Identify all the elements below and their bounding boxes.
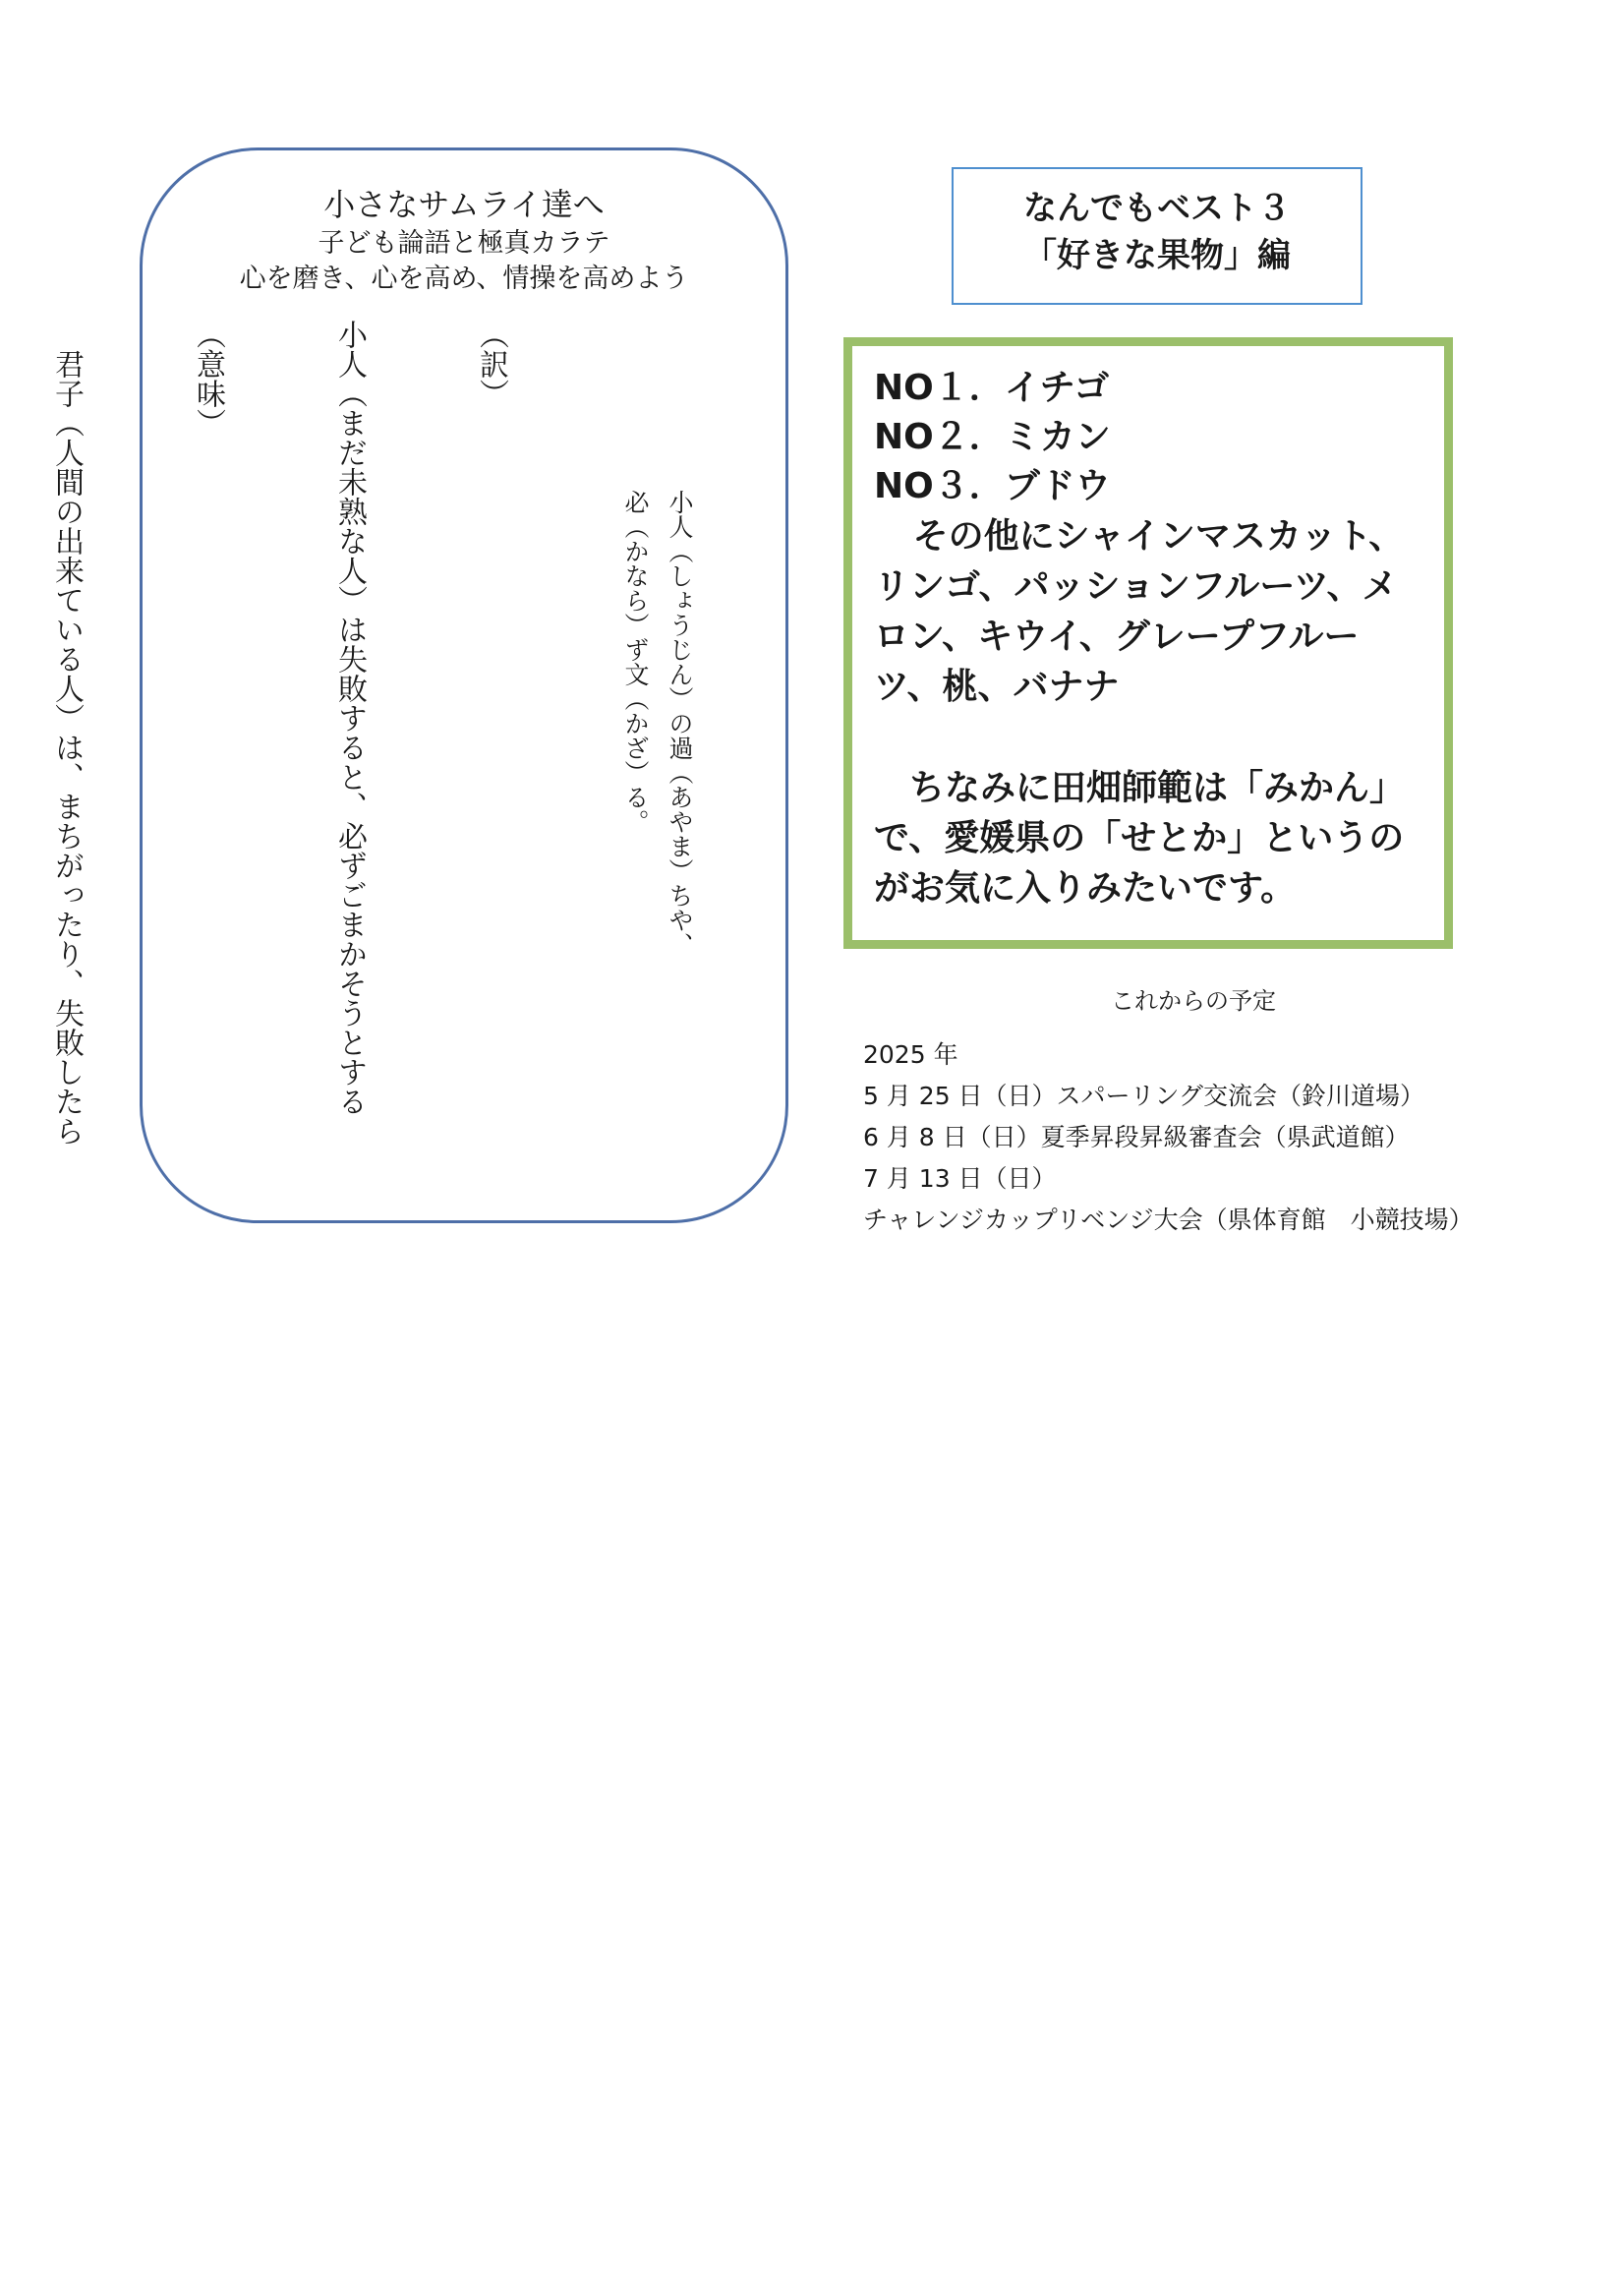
analects-card	[49, 147, 788, 1223]
best3-heading	[952, 167, 1362, 305]
other-fruits: その他にシャインマスカット、リンゴ、パッションフルーツ、メロン、キウイ、グレープフルーツ、桃、バナナ	[874, 516, 1405, 707]
rank-2: NO２．ミカン	[874, 417, 1111, 457]
card-subtitle: 子ども論語と極真カラテ	[318, 228, 610, 259]
translation-text: 小人（まだ未熟な人）は失敗すると、必ずごまかそうとする	[332, 320, 367, 1116]
fruit-ranking-box	[843, 337, 1453, 949]
rank-1: NO１．イチゴ	[874, 368, 1110, 408]
heading-line-2: 「好きな果物」編	[1023, 236, 1291, 275]
card-tagline: 心を磨き、心を高め、情操を高めよう	[239, 264, 689, 294]
schedule-list	[863, 1034, 1474, 1241]
classical-text: 小人（しょうじん）の過（あやま）ちや、 必（かなら）ず文（かざ）る。	[621, 490, 694, 957]
heading-line-1: なんでもベスト３	[1023, 189, 1291, 228]
schedule-item: 6 月 8 日（日）夏季昇段昇級審査会（県武道館）	[863, 1123, 1410, 1151]
schedule-item: 7 月 13 日（日）	[863, 1164, 1057, 1193]
instructor-note: ちなみに田畑師範は「みかん」で、愛媛県の「せとか」というのがお気に入りみたいです。	[874, 768, 1406, 909]
spacer	[874, 712, 1422, 763]
schedule-title: これからの予定	[1111, 987, 1276, 1015]
meaning-label: （意味）	[191, 320, 225, 438]
schedule-item: チャレンジカップリベンジ大会（県体育館 小競技場）	[863, 1206, 1474, 1234]
explanation-block	[0, 320, 609, 1185]
schedule-year: 2025 年	[863, 1040, 958, 1069]
card-title: 小さなサムライ達へ	[323, 186, 605, 223]
translation-label: （訳）	[474, 320, 508, 408]
schedule-item: 5 月 25 日（日）スパーリング交流会（鈴川道場）	[863, 1082, 1425, 1110]
meaning-line: 君子（人間の出来ている人）は、まちがったり、失敗したら	[49, 320, 84, 1146]
rank-3: NO３．ブドウ	[874, 466, 1111, 506]
